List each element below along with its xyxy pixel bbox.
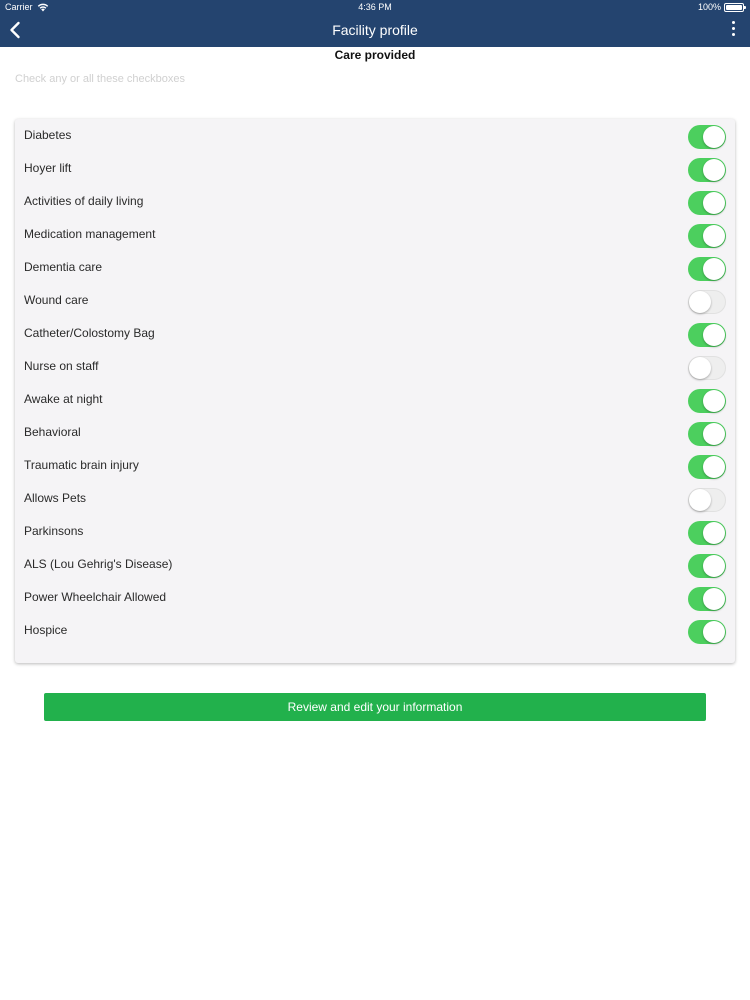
battery-icon — [724, 3, 744, 12]
care-item-toggle[interactable] — [688, 554, 726, 578]
care-item-row — [15, 119, 735, 152]
toggle-knob — [703, 555, 725, 577]
care-item-toggle[interactable] — [688, 257, 726, 281]
battery-percent: 100% — [697, 2, 721, 12]
care-item-toggle[interactable] — [688, 521, 726, 545]
care-item-toggle[interactable] — [688, 422, 726, 446]
care-item-label: ALS (Lou Gehrig's Disease) — [24, 557, 173, 571]
care-item-row — [15, 317, 735, 350]
care-item-row — [15, 350, 735, 383]
toggle-knob — [703, 225, 725, 247]
toggle-knob — [703, 390, 725, 412]
toggle-knob — [703, 456, 725, 478]
toggle-knob — [703, 621, 725, 643]
more-vertical-icon[interactable] — [730, 21, 736, 39]
care-item-label: Dementia care — [24, 260, 103, 274]
care-item-label: Hospice — [24, 623, 68, 637]
care-item-row — [15, 218, 735, 251]
carrier-label: Carrier — [5, 2, 33, 12]
care-item-toggle[interactable] — [688, 290, 726, 314]
section-hint: Check any or all these checkboxes — [15, 73, 185, 85]
care-item-toggle[interactable] — [688, 125, 726, 149]
nav-bar — [0, 14, 750, 47]
toggle-knob — [689, 357, 711, 379]
status-time: 4:36 PM — [358, 2, 392, 12]
battery-group — [698, 2, 744, 12]
care-item-row — [15, 482, 735, 515]
care-item-toggle[interactable] — [688, 158, 726, 182]
care-item-label: Allows Pets — [24, 491, 87, 505]
care-item-toggle[interactable] — [688, 224, 726, 248]
care-item-label: Wound care — [24, 293, 89, 307]
care-item-toggle[interactable] — [688, 356, 726, 380]
care-list-card — [15, 119, 735, 663]
care-item-toggle[interactable] — [688, 323, 726, 347]
review-edit-button[interactable]: Review and edit your information — [44, 693, 706, 721]
care-item-row — [15, 449, 735, 482]
section-title: Care provided — [334, 48, 416, 62]
care-item-row — [15, 548, 735, 581]
care-item-row — [15, 416, 735, 449]
care-item-label: Awake at night — [24, 392, 103, 406]
care-item-label: Activities of daily living — [24, 194, 144, 208]
care-item-label: Nurse on staff — [24, 359, 99, 373]
care-item-toggle[interactable] — [688, 191, 726, 215]
care-item-toggle[interactable] — [688, 620, 726, 644]
care-item-row — [15, 515, 735, 548]
toggle-knob — [703, 192, 725, 214]
toggle-knob — [689, 291, 711, 313]
toggle-knob — [703, 588, 725, 610]
toggle-knob — [703, 159, 725, 181]
care-item-label: Hoyer lift — [24, 161, 72, 175]
toggle-knob — [703, 324, 725, 346]
care-item-label: Power Wheelchair Allowed — [24, 590, 167, 604]
care-item-row — [15, 284, 735, 317]
status-bar — [0, 0, 750, 14]
care-item-label: Parkinsons — [24, 524, 84, 538]
care-item-label: Traumatic brain injury — [24, 458, 139, 472]
care-item-label: Diabetes — [24, 128, 72, 142]
care-item-toggle[interactable] — [688, 488, 726, 512]
toggle-knob — [703, 126, 725, 148]
care-item-toggle[interactable] — [688, 587, 726, 611]
care-item-row — [15, 383, 735, 416]
care-item-row — [15, 185, 735, 218]
care-item-label: Medication management — [24, 227, 156, 241]
toggle-knob — [689, 489, 711, 511]
page-title: Facility profile — [332, 22, 418, 38]
toggle-knob — [703, 423, 725, 445]
care-item-toggle[interactable] — [688, 455, 726, 479]
care-item-label: Behavioral — [24, 425, 81, 439]
care-item-row — [15, 152, 735, 185]
care-item-label: Catheter/Colostomy Bag — [24, 326, 155, 340]
care-item-row — [15, 251, 735, 284]
toggle-knob — [703, 522, 725, 544]
care-item-row — [15, 614, 735, 647]
care-item-toggle[interactable] — [688, 389, 726, 413]
toggle-knob — [703, 258, 725, 280]
care-item-row — [15, 581, 735, 614]
